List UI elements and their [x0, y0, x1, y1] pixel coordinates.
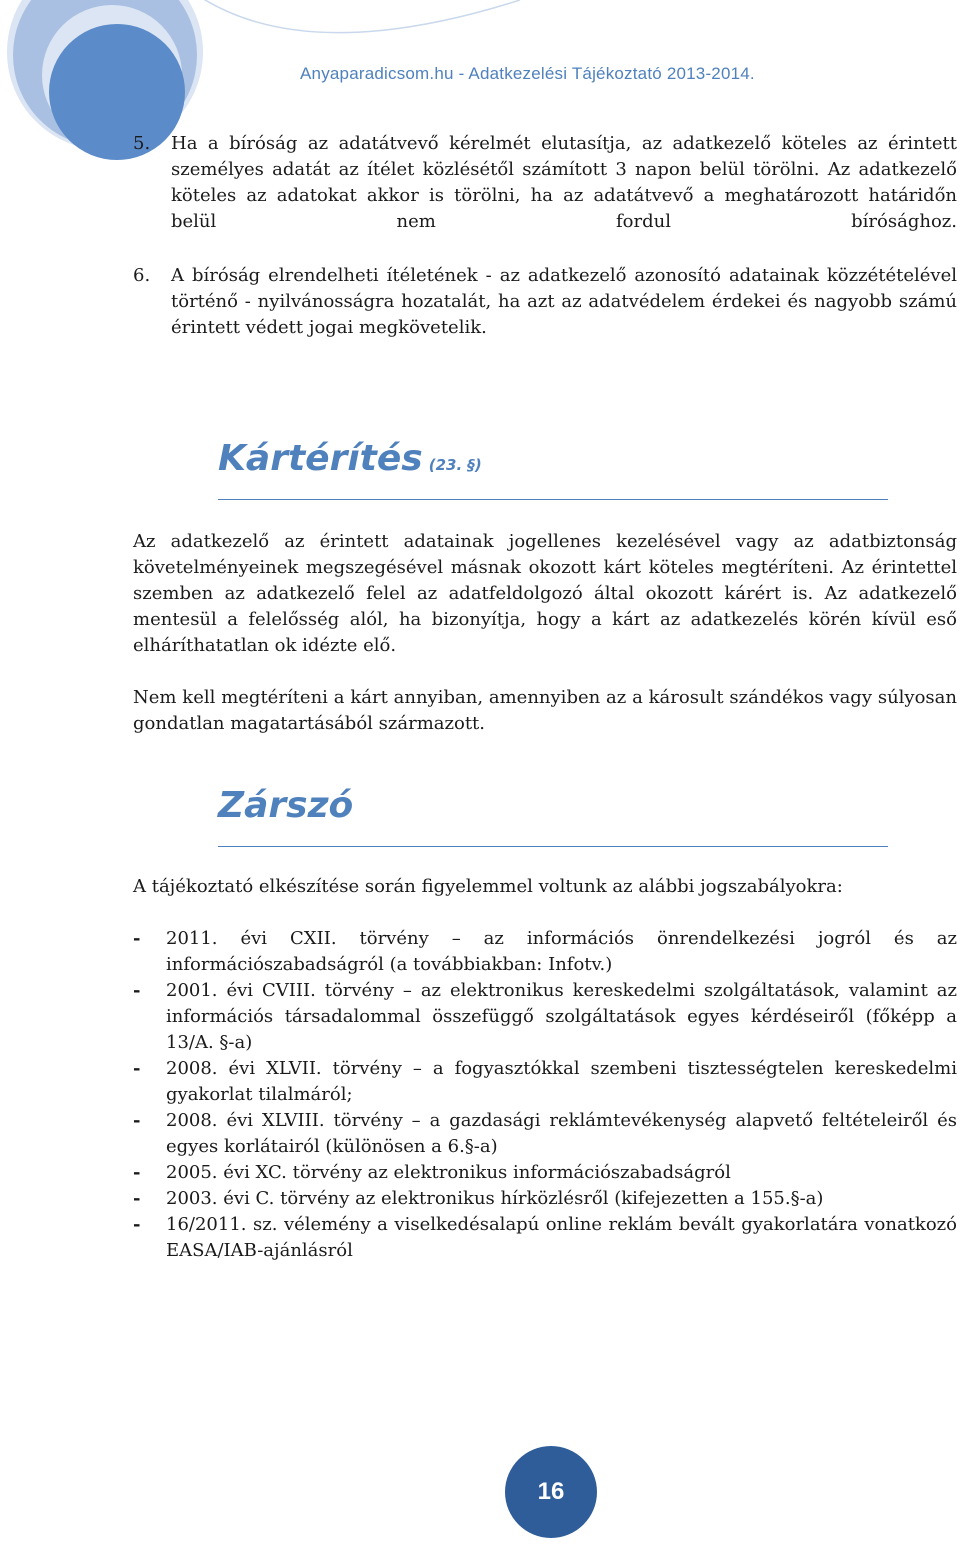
header-title: Anyaparadicsom.hu - Adatkezelési Tájékoztató 2013-2014.	[300, 64, 755, 83]
law-list	[133, 926, 957, 1264]
paragraph-karteterites-1: Az adatkezelő az érintett adatainak jogellenes kezelésével vagy az adatbiztonság követelményeinek megszegésével másnak okozott kárt köteles megtéríteni. Az érintettel szemben az adatkezelő felel az adatfeldolgozó által okozott kárért is. Az adatkezelő mentesül a felelősség alól, ha bizonyítja, hogy a kárt az adatkezelés körén kívül eső elháríthatatlan ok idézte elő.	[133, 531, 957, 656]
law-text: 2005. évi XC. törvény az elektronikus információszabadságról	[166, 1162, 731, 1183]
heading-underline	[218, 499, 888, 500]
list-item-6	[133, 263, 957, 341]
heading-underline	[218, 846, 888, 847]
law-text: 2003. évi C. törvény az elektronikus hírközlésről (kifejezetten a 155.§-a)	[166, 1188, 824, 1209]
law-list-item	[133, 1108, 957, 1160]
paragraph-karteterites-2: Nem kell megtéríteni a kárt annyiban, amennyiben az a károsult szándékos vagy súlyosan gondatlan magatartásából származott.	[133, 687, 957, 734]
bullet: -	[133, 1188, 141, 1209]
law-text: 2008. évi XLVII. törvény – a fogyasztókkal szembeni tisztességtelen kereskedelmi gyakorlat tilalmáról;	[166, 1058, 957, 1105]
item-number: 5.	[133, 133, 151, 154]
law-list-item	[133, 1212, 957, 1264]
bullet: -	[133, 1058, 141, 1079]
law-list-item	[133, 1056, 957, 1108]
law-text: 2008. évi XLVIII. törvény – a gazdasági reklámtevékenység alapvető feltételeiről és egyes korlátairól (különösen a 6.§-a)	[166, 1110, 957, 1157]
law-list-item	[133, 1186, 957, 1212]
law-text: 2011. évi CXII. törvény – az információs önrendelkezési jogról és az információszabadságról (a továbbiakban: Infotv.)	[166, 928, 957, 975]
heading-text: Kártérítés	[218, 438, 423, 479]
section-heading-karteterites	[218, 438, 482, 479]
item-text: Ha a bíróság az adatátvevő kérelmét elutasítja, az adatkezelő köteles az érintett személyes adatát az ítélet közlésétől számított 3 napon belül törölni. Az adatkezelő köteles az adatokat akkor is törölni, ha az adatátvevő a meghatározott határidőn belül nem fordul bírósághoz.	[171, 133, 957, 232]
heading-paragraph-ref: (23. §)	[428, 456, 482, 474]
section-heading-zarszo: Zárszó	[218, 785, 354, 826]
bullet: -	[133, 928, 141, 949]
law-list-item	[133, 1160, 957, 1186]
bullet: -	[133, 1162, 141, 1183]
bullet: -	[133, 1214, 141, 1235]
bullet: -	[133, 1110, 141, 1131]
law-list-item	[133, 978, 957, 1056]
zarszo-intro: A tájékoztató elkészítése során figyelemmel voltunk az alábbi jogszabályokra:	[133, 876, 843, 897]
item-number: 6.	[133, 265, 151, 286]
item-text: A bíróság elrendelheti ítéletének - az adatkezelő azonosító adatainak közzétételével történő - nyilvánosságra hozatalát, ha azt az adatvédelem érdekei és nagyobb számú érintett védett jogai megkövetelik.	[171, 265, 957, 338]
page-number-badge: 16	[505, 1446, 597, 1538]
law-text: 16/2011. sz. vélemény a viselkedésalapú online reklám bevált gyakorlatára vonatkozó EASA/IAB-ajánlásról	[166, 1214, 957, 1261]
law-text: 2001. évi CVIII. törvény – az elektronikus kereskedelmi szolgáltatások, valamint az információs társadalommal összefüggő szolgáltatások egyes kérdéseiről (főképp a 13/A. §-a)	[166, 980, 957, 1053]
law-list-item	[133, 926, 957, 978]
bullet: -	[133, 980, 141, 1001]
list-item-5	[133, 131, 957, 261]
